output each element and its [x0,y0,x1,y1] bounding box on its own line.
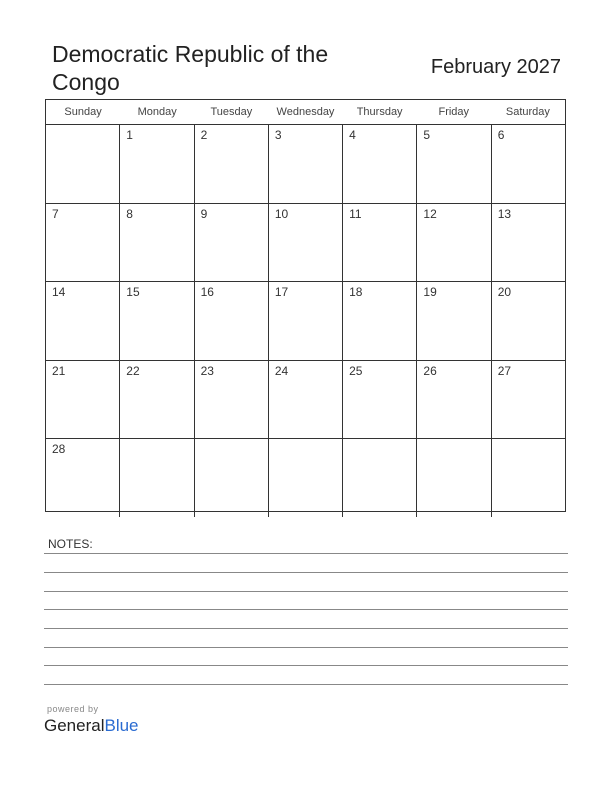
day-number: 1 [126,128,133,142]
country-title: Democratic Republic of the Congo [52,41,329,95]
day-cell [269,361,343,439]
day-cell [417,361,491,439]
day-cell [492,204,565,282]
weekday-label: Wednesday [276,106,335,118]
day-number: 11 [349,206,362,221]
day-number: 16 [200,285,214,300]
day-cell [269,125,343,203]
week-row [46,361,565,440]
day-cell [492,282,565,360]
weekday-label: Monday [137,106,177,118]
day-cell [195,282,269,360]
powered-by-label: powered by [47,704,99,714]
day-number: 2 [200,128,208,142]
day-cell [120,204,194,282]
day-cell [343,204,417,282]
weekday-label: Friday [438,106,470,118]
month-year-label: February 2027 [430,56,561,78]
day-number: 3 [274,128,282,142]
day-number: 14 [52,285,66,300]
note-line [44,684,568,685]
day-cell [343,361,417,439]
day-number: 27 [497,363,512,378]
day-number: 26 [423,363,437,378]
week-row [46,125,565,204]
day-cell [269,439,343,517]
day-number: 4 [349,128,356,142]
day-cell [120,125,194,203]
logo-general-text: General [44,716,105,735]
day-number: 24 [274,363,289,378]
note-line [44,628,568,629]
day-cell [46,204,120,282]
day-number: 6 [497,128,505,142]
day-cell [195,361,269,439]
day-number: 25 [349,363,363,378]
week-row [46,204,565,283]
day-number: 7 [52,206,59,221]
note-line [44,553,568,554]
note-line [44,609,568,610]
day-cell [46,361,120,439]
day-number: 5 [423,128,431,142]
day-number: 21 [52,363,66,378]
day-number: 23 [200,363,214,378]
day-cell [46,439,120,517]
day-cell [120,439,194,517]
day-cell [417,282,491,360]
weekday-label: Sunday [64,106,102,118]
day-cell [492,439,565,517]
day-cell [46,125,120,203]
weekday-label: Saturday [505,106,550,118]
generalblue-logo [44,716,139,736]
day-cell [343,125,417,203]
day-cell [269,204,343,282]
day-cell [195,204,269,282]
day-cell [120,282,194,360]
day-cell [120,361,194,439]
weekday-label: Tuesday [210,106,253,118]
day-number: 28 [52,442,66,457]
notes-label: NOTES: [48,537,93,551]
note-line [44,665,568,666]
day-cell [195,125,269,203]
day-number: 10 [274,206,289,221]
day-number: 20 [497,285,512,300]
day-cell [195,439,269,517]
day-cell [417,439,491,517]
day-number: 13 [497,206,512,221]
day-number: 18 [349,285,363,300]
day-number: 12 [423,206,437,221]
day-cell [492,125,565,203]
weekday-header-row [46,100,565,125]
day-number: 9 [200,206,208,221]
day-cell [269,282,343,360]
week-row [46,282,565,361]
calendar-grid [45,99,566,512]
day-cell [343,282,417,360]
note-line [44,591,568,592]
day-cell [492,361,565,439]
day-cell [417,204,491,282]
weekday-label: Thursday [356,106,403,118]
day-number: 17 [274,285,289,300]
day-number: 15 [126,285,140,300]
note-line [44,647,568,648]
day-number: 8 [126,206,133,221]
day-cell [417,125,491,203]
day-cell [46,282,120,360]
day-number: 22 [126,363,140,378]
week-row [46,439,565,517]
day-number: 19 [423,285,437,300]
day-cell [343,439,417,517]
note-line [44,572,568,573]
logo-blue-text: Blue [104,716,139,735]
